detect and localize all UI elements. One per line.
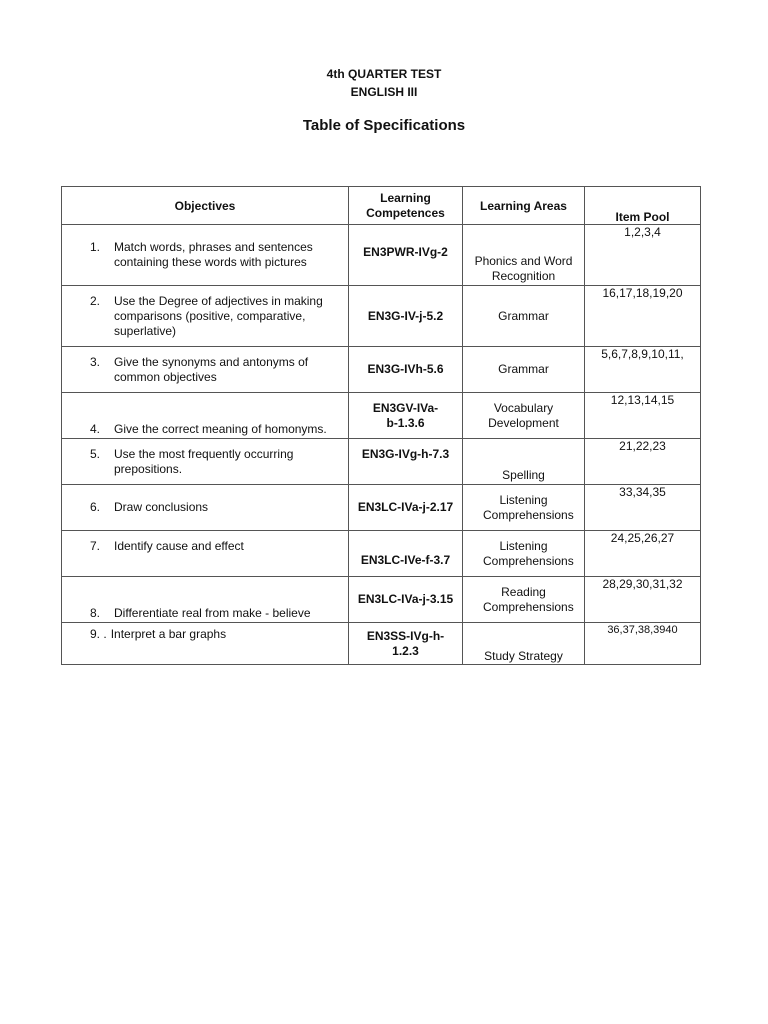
table-row	[62, 485, 701, 531]
column-header-objectives: Objectives	[62, 187, 349, 225]
item-pool-cell: 36,37,38,3940	[585, 623, 701, 665]
competence-cell: EN3G-IV-j-5.2	[349, 286, 463, 347]
area-cell: Grammar	[463, 347, 585, 393]
table-row	[62, 531, 701, 577]
column-header-areas: Learning Areas	[463, 187, 585, 225]
competence-cell: EN3LC-IVa-j-3.15	[349, 577, 463, 623]
specifications-table	[61, 186, 701, 665]
objective-cell: 6. Draw conclusions	[62, 485, 349, 531]
table-row	[62, 286, 701, 347]
table-row	[62, 439, 701, 485]
area-cell: Study Strategy	[463, 623, 585, 665]
table-row	[62, 577, 701, 623]
competence-cell: EN3PWR-IVg-2	[349, 225, 463, 286]
area-cell: Reading Comprehensions	[463, 577, 585, 623]
item-pool-cell: 33,34,35	[585, 485, 701, 531]
item-pool-cell: 24,25,26,27	[585, 531, 701, 577]
item-pool-cell: 12,13,14,15	[585, 393, 701, 439]
item-pool-cell: 21,22,23	[585, 439, 701, 485]
subject-title: ENGLISH III	[350, 85, 418, 99]
competence-cell: EN3LC-IVa-j-2.17	[349, 485, 463, 531]
competence-cell: EN3G-IVh-5.6	[349, 347, 463, 393]
objective-cell: 4. Give the correct meaning of homonyms.	[62, 393, 349, 439]
objective-cell: 7. Identify cause and effect	[62, 531, 349, 577]
area-cell: Listening Comprehensions	[463, 531, 585, 577]
competence-cell: EN3G-IVg-h-7.3	[349, 439, 463, 485]
area-cell: Vocabulary Development	[463, 393, 585, 439]
item-pool-cell: 28,29,30,31,32	[585, 577, 701, 623]
table-header-row	[62, 187, 701, 225]
competence-cell: EN3GV-IVa-b-1.3.6	[349, 393, 463, 439]
area-cell: Grammar	[463, 286, 585, 347]
column-header-competences: Learning Competences	[349, 187, 463, 225]
item-pool-cell: 1,2,3,4	[585, 225, 701, 286]
test-title: 4th QUARTER TEST	[326, 67, 442, 81]
area-cell: Spelling	[463, 439, 585, 485]
page-title: Table of Specifications	[302, 117, 466, 134]
objective-cell: 2. Use the Degree of adjectives in making comparisons (positive, comparative, superlative)	[62, 286, 349, 347]
competence-cell: EN3LC-IVe-f-3.7	[349, 531, 463, 577]
table-row	[62, 393, 701, 439]
item-pool-cell: 5,6,7,8,9,10,11,	[585, 347, 701, 393]
table-row	[62, 347, 701, 393]
table-row	[62, 623, 701, 665]
area-cell: Phonics and Word Recognition	[463, 225, 585, 286]
objective-cell: 5. Use the most frequently occurring prepositions.	[62, 439, 349, 485]
item-pool-cell: 16,17,18,19,20	[585, 286, 701, 347]
objective-cell: 1. Match words, phrases and sentences containing these words with pictures	[62, 225, 349, 286]
column-header-item-pool: Item Pool	[585, 187, 701, 225]
area-cell: Listening Comprehensions	[463, 485, 585, 531]
objective-cell: 3. Give the synonyms and antonyms of common objectives	[62, 347, 349, 393]
objective-cell: 9. . Interpret a bar graphs	[62, 623, 349, 665]
competence-cell: EN3SS-IVg-h-1.2.3	[349, 623, 463, 665]
table-row	[62, 225, 701, 286]
objective-cell: 8. Differentiate real from make - believe	[62, 577, 349, 623]
